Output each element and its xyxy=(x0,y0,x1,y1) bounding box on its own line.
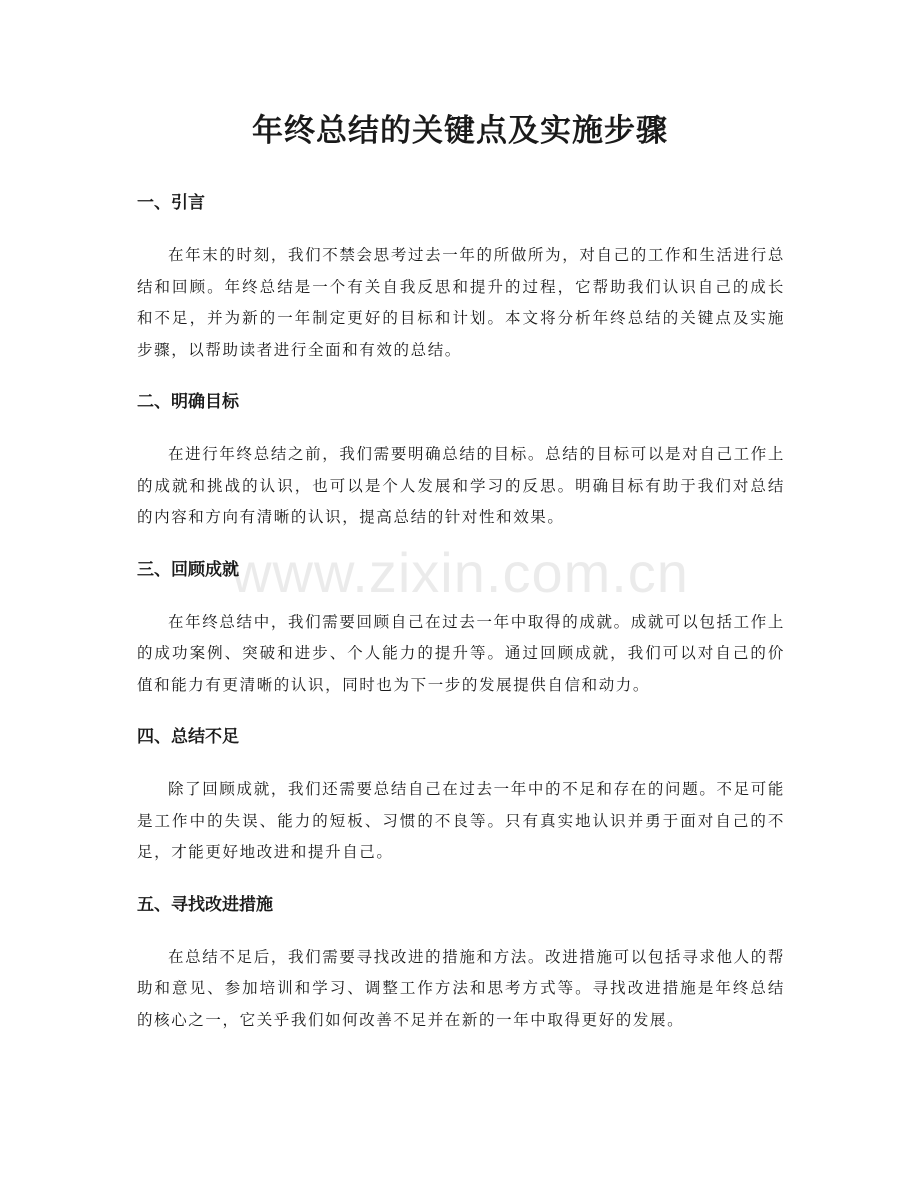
section-heading: 四、总结不足 xyxy=(137,727,239,747)
watermark: www.zixin.com.cn xyxy=(231,541,689,604)
section-heading: 一、引言 xyxy=(137,193,205,213)
section-improvements xyxy=(137,888,785,1037)
section-heading: 五、寻找改进措施 xyxy=(137,894,273,915)
section-paragraph: 在年末的时刻，我们不禁会思考过去一年的所做所为，对自己的工作和生活进行总结和回顾。年终总结是一个有关自我反思和提升的过程，它帮助我们认识自己的成长和不足，并为新的一年制定更好的目标和计划。本文将分析年终总结的关键点及实施步骤，以帮助读者进行全面和有效的总结。 xyxy=(137,246,785,359)
section-achievements xyxy=(137,553,785,721)
section-heading: 二、明确目标 xyxy=(137,392,239,412)
section-paragraph: 在年终总结中，我们需要回顾自己在过去一年中取得的成就。成就可以包括工作上的成功案例、突破和进步、个人能力的提升等。通过回顾成就，我们可以对自己的价值和能力有更清晰的认识，同时也为下一步的发展提供自信和动力。 xyxy=(137,612,785,694)
section-paragraph: 除了回顾成就，我们还需要总结自己在过去一年中的不足和存在的问题。不足可能是工作中的失误、能力的短板、习惯的不良等。只有真实地认识并勇于面对自己的不足，才能更好地改进和提升自己。 xyxy=(137,780,785,861)
section-goals xyxy=(137,385,785,553)
section-heading: 三、回顾成就 xyxy=(137,559,239,580)
section-paragraph: 在进行年终总结之前，我们需要明确总结的目标。总结的目标可以是对自己工作上的成就和挑战的认识，也可以是个人发展和学习的反思。明确目标有助于我们对总结的内容和方向有清晰的认识，提高总结的针对性和效果。 xyxy=(137,445,785,526)
page-title: 年终总结的关键点及实施步骤 xyxy=(252,113,668,149)
document-body xyxy=(137,186,785,1036)
section-paragraph: 在总结不足后，我们需要寻找改进的措施和方法。改进措施可以包括寻求他人的帮助和意见、参加培训和学习、调整工作方法和思考方式等。寻找改进措施是年终总结的核心之一，它关乎我们如何改善不足并在新的一年中取得更好的发展。 xyxy=(137,947,785,1029)
section-shortcomings xyxy=(137,720,785,888)
section-intro xyxy=(137,186,785,385)
